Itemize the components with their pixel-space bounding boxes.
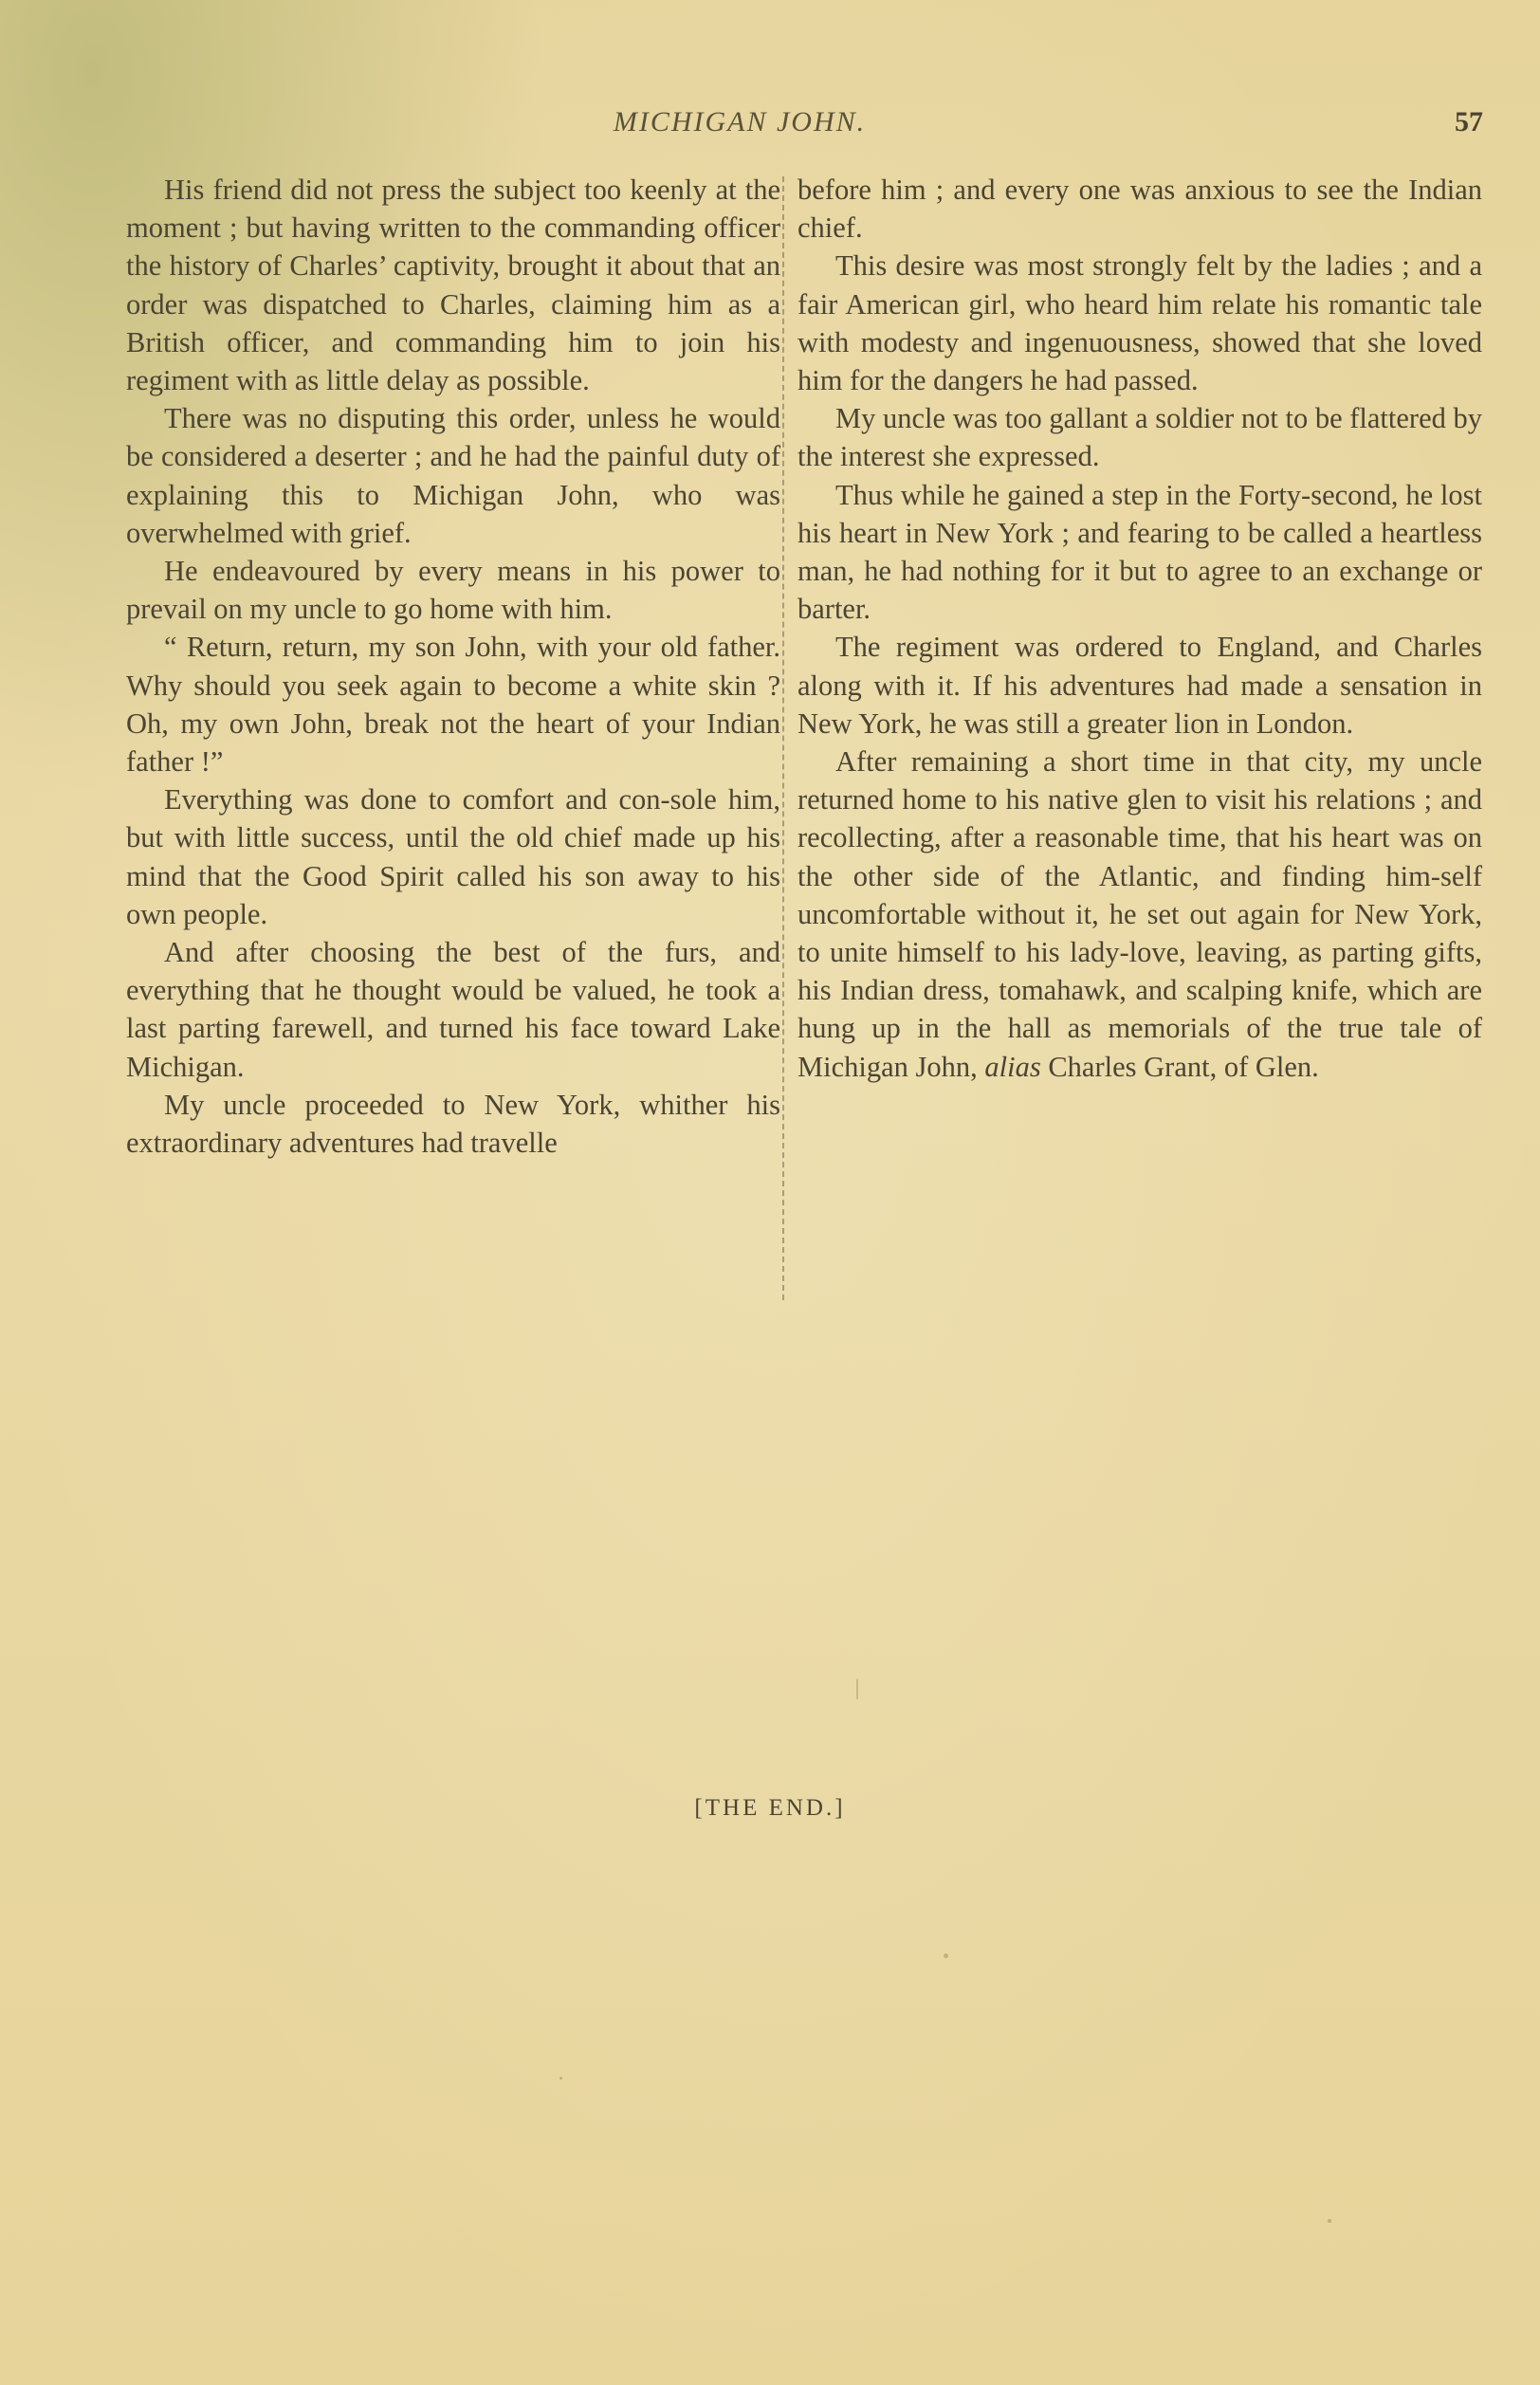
paragraph: My uncle was too gallant a soldier not to be flattered by the interest she expressed. — [798, 402, 1482, 473]
paragraph: before him ; and every one was anxious to see the Indian chief. — [798, 174, 1482, 245]
paragraph: And after choosing the best of the furs, and everything that he thought would be valued, he took a last parting farewell, and turned his face toward Lake Michigan. — [126, 936, 780, 1083]
paragraph: The regiment was ordered to England, and Charles along with it. If his adventures had made a sensation in New York, he was still a greater lion in London. — [798, 631, 1482, 740]
page-number: 57 — [1455, 106, 1483, 138]
final-paragraph — [798, 743, 1482, 1086]
the-end-marker: [THE END.] — [694, 1795, 846, 1821]
running-title: MICHIGAN JOHN. — [613, 106, 867, 138]
paper-speck — [559, 2077, 562, 2080]
paper-speck — [944, 1954, 948, 1958]
paragraph: This desire was most strongly felt by the ladies ; and a fair American girl, who heard him relate his romantic tale with modesty and ingenuousness, showed that she loved him for the dangers he had passed. — [798, 249, 1482, 397]
paragraph: He endeavoured by every means in his power to prevail on my uncle to go home with him. — [126, 555, 780, 626]
paragraph: “ Return, return, my son John, with your old father. Why should you seek again to become a white skin ? Oh, my own John, break not the heart of your Indian father !” — [126, 631, 780, 779]
paper-speck — [856, 1679, 858, 1699]
paper-speck — [1328, 2219, 1331, 2223]
paragraph: Everything was done to comfort and con-sole him, but with little success, until the old chief made up his mind that the Good Spirit called his son away to his own people. — [126, 783, 780, 930]
right-column — [798, 171, 1482, 1086]
column-divider — [782, 176, 785, 1300]
paragraph: My uncle proceeded to New York, whither his extraordinary adventures had travelle — [126, 1088, 780, 1160]
paragraph: There was no disputing this order, unless he would be considered a deserter ; and he had the painful duty of explaining this to Michigan John, who was overwhelmed with grief. — [126, 402, 780, 549]
paragraph-text: After remaining a short time in that city, my uncle returned home to his native glen to visit his relations ; and recollecting, after a reasonable time, that his heart was on the other side of the Atlantic, and finding him-self uncomfortable without it, he set out again for New York, to unite himself to his lady-love, leaving, as parting gifts, his Indian dress, tomahawk, and scalping knife, which are hung up in the hall as memorials of the true tale of Michigan John, — [798, 745, 1482, 1083]
closing-name: Charles Grant, of Glen. — [1048, 1050, 1319, 1083]
left-column — [126, 171, 780, 1162]
paragraph: Thus while he gained a step in the Forty-second, he lost his heart in New York ; and fearing to be called a heartless man, he had nothing for it but to agree to an exchange or barter. — [798, 478, 1482, 626]
paragraph: His friend did not press the subject too keenly at the moment ; but having written to the commanding officer the history of Charles’ captivity, brought it about that an order was dispatched to Charles, claiming him as a British officer, and commanding him to join his regiment with as little delay as possible. — [126, 174, 780, 397]
alias-italic: alias — [984, 1050, 1041, 1083]
